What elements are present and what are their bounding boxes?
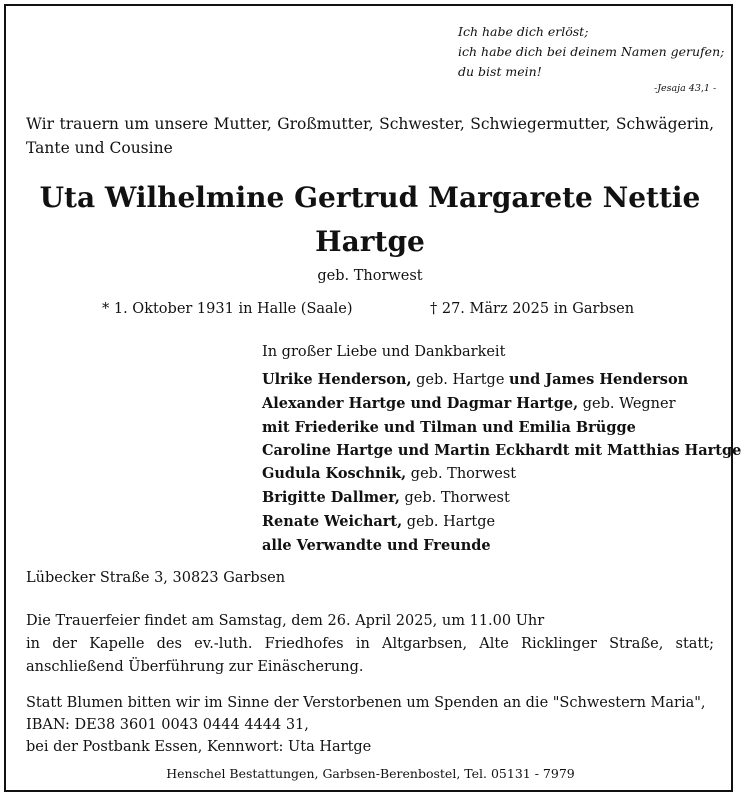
funeral-line-2: in der Kapelle des ev.-luth. Friedhofes in Altgarbsen, Alte Ricklinger Straße, statt; [26, 636, 714, 652]
bible-verse [458, 22, 728, 94]
donation-iban: IBAN: DE38 3601 0043 0444 4444 31, [26, 717, 309, 733]
mourner-row: Caroline Hartge und Martin Eckhardt mit Matthias Hartge [262, 442, 741, 459]
deceased-name [26, 176, 714, 264]
mourning-intro: Wir trauern um unsere Mutter, Großmutter, Schwester, Schwiegermutter, Schwägerin, Tante und Cousine [26, 115, 714, 157]
mourner-nee: geb. Wegner [578, 396, 676, 412]
deceased-name-line-2: Hartge [315, 225, 425, 258]
mourner-nee: geb. Thorwest [406, 466, 517, 482]
mourner-row [262, 510, 732, 534]
mourner-name: Gudula Koschnik, [262, 465, 407, 482]
verse-reference: -Jesaja 43,1 - [654, 83, 717, 94]
mourner-name: Alexander Hartge und Dagmar Hartge, [262, 395, 579, 412]
mourners-list [262, 341, 741, 557]
mourner-row [262, 462, 732, 486]
funeral-line-3: anschließend Überführung zur Einäscherung. [26, 659, 364, 675]
mourner-row [262, 392, 732, 416]
mourner-row [262, 486, 732, 510]
mourner-nee: geb. Hartge [411, 372, 510, 388]
family-address: Lübecker Straße 3, 30823 Garbsen [26, 570, 286, 586]
mourner-row: alle Verwandte und Freunde [262, 537, 491, 554]
mourner-name: Renate Weichart, [262, 513, 403, 530]
donation-line-3: bei der Postbank Essen, Kennwort: Uta Hartge [26, 739, 372, 755]
death-info: † 27. März 2025 in Garbsen [430, 301, 635, 317]
donation-line-1: Statt Blumen bitten wir im Sinne der Verstorbenen um Spenden an die "Schwestern Maria", [26, 695, 706, 711]
mourner-row: mit Friederike und Tilman und Emilia Brügge [262, 419, 636, 436]
mourners-lead: In großer Liebe und Dankbarkeit [262, 344, 506, 360]
maiden-name: geb. Thorwest [317, 268, 423, 284]
verse-line-2: ich habe dich bei deinem Namen gerufen; [458, 44, 725, 59]
funeral-home-footer: Henschel Bestattungen, Garbsen-Berenbostel, Tel. 05131 - 7979 [166, 766, 575, 781]
funeral-line-1: Die Trauerfeier findet am Samstag, dem 26. April 2025, um 11.00 Uhr [26, 613, 545, 629]
mourner-nee: geb. Hartge [402, 514, 496, 530]
mourner-name: Brigitte Dallmer, [262, 489, 400, 506]
mourner-row [262, 368, 732, 392]
mourner-nee: geb. Thorwest [399, 490, 510, 506]
verse-line-1: Ich habe dich erlöst; [458, 24, 589, 39]
deceased-name-line-1: Uta Wilhelmine Gertrud Margarete Nettie [39, 181, 701, 214]
birth-info: * 1. Oktober 1931 in Halle (Saale) [102, 301, 353, 317]
mourner-partner: und James Henderson [509, 371, 689, 388]
mourner-name: Ulrike Henderson, [262, 371, 412, 388]
verse-line-3: du bist mein! [458, 64, 542, 79]
funeral-details [26, 610, 714, 679]
donation-request [26, 692, 726, 758]
